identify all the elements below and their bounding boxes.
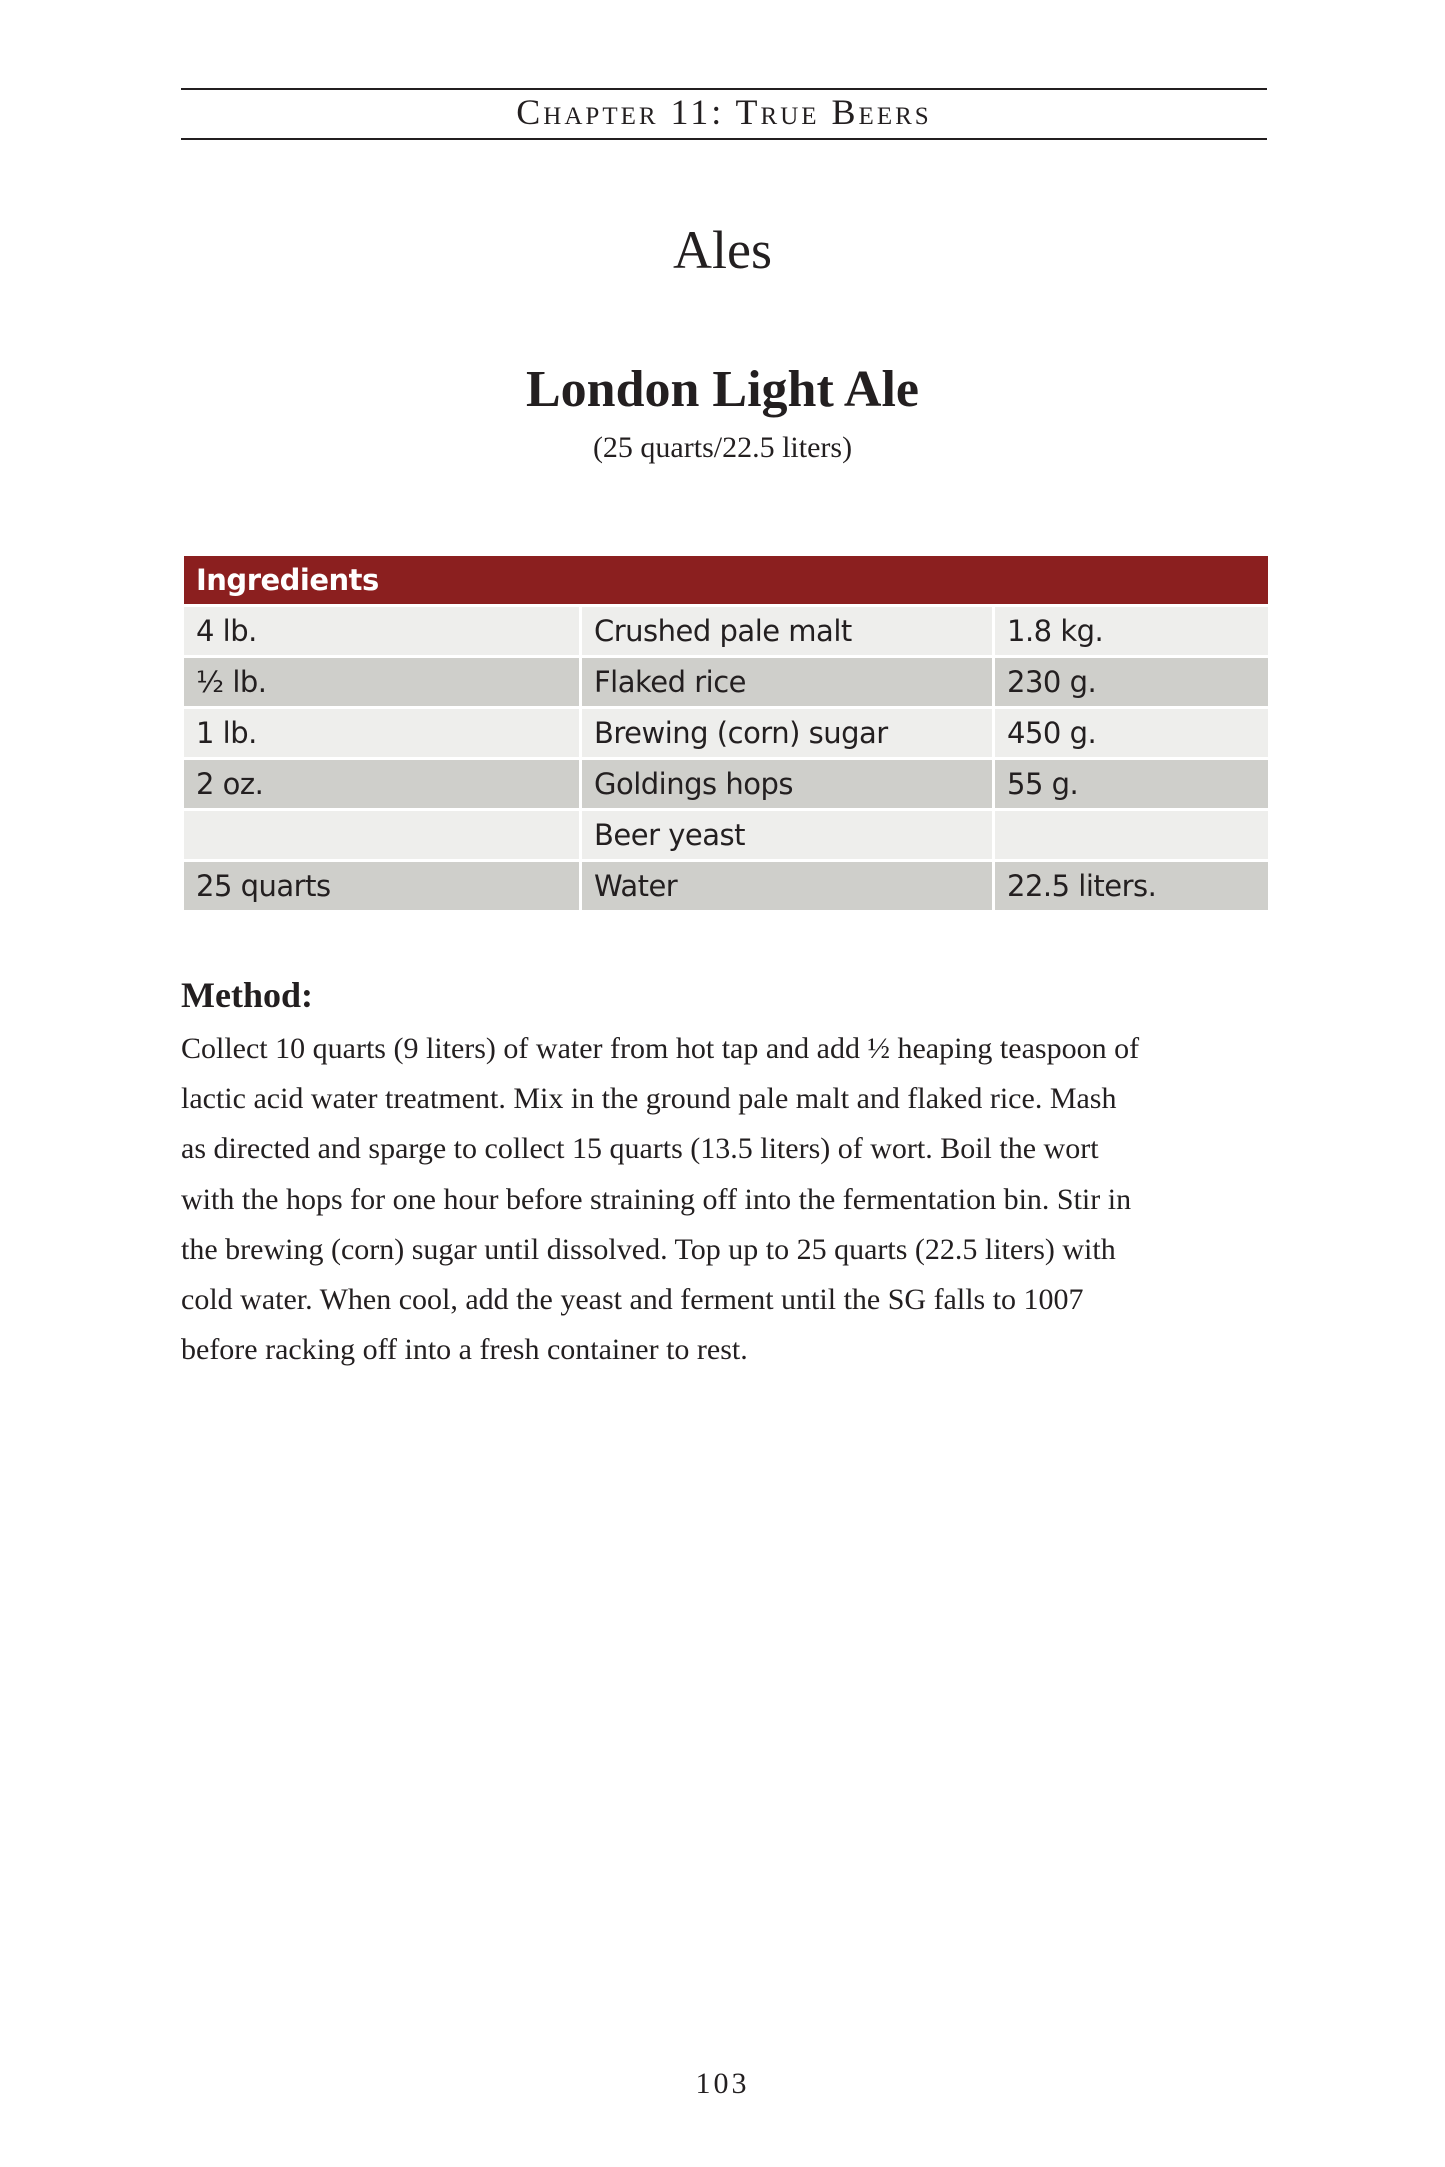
ingredient-item: Crushed pale malt [582,607,992,655]
ingredient-row [184,709,1268,757]
page-number: 103 [695,2067,750,2100]
ingredient-row [184,658,1268,706]
method-line: lactic acid water treatment. Mix in the ground pale malt and flaked rice. Mash [181,1082,1117,1116]
running-head [181,88,1267,140]
method-line: as directed and sparge to collect 15 quarts (13.5 liters) of wort. Boil the wort [181,1132,1099,1166]
ingredient-item: Beer yeast [582,811,992,859]
ingredient-row [184,760,1268,808]
method-paragraph [181,1024,1271,1375]
ingredient-metric: 22.5 liters. [995,862,1268,910]
section-title: Ales [673,220,772,280]
ingredient-imperial: 25 quarts [184,862,579,910]
ingredient-metric: 55 g. [995,760,1268,808]
recipe-yield: (25 quarts/22.5 liters) [592,431,853,464]
ingredient-metric: 230 g. [995,658,1268,706]
ingredient-imperial: 1 lb. [184,709,579,757]
ingredient-imperial [184,811,579,859]
ingredient-metric: 1.8 kg. [995,607,1268,655]
ingredient-imperial: 4 lb. [184,607,579,655]
method-line: before racking off into a fresh container to rest. [181,1333,748,1367]
method-line: cold water. When cool, add the yeast and ferment until the SG falls to 1007 [181,1283,1084,1317]
method-line: the brewing (corn) sugar until dissolved. Top up to 25 quarts (22.5 liters) with [181,1232,1116,1266]
method-heading: Method: [181,975,313,1015]
ingredient-item: Goldings hops [582,760,992,808]
ingredient-metric [995,811,1268,859]
ingredient-row [184,811,1268,859]
ingredient-imperial: 2 oz. [184,760,579,808]
ingredients-header: Ingredients [184,556,1268,604]
recipe-title: London Light Ale [525,361,920,418]
running-head-text: Chapter 11: True Beers [516,92,932,132]
method-line: Collect 10 quarts (9 liters) of water from hot tap and add ½ heaping teaspoon of [181,1032,1140,1065]
ingredient-item: Brewing (corn) sugar [582,709,992,757]
ingredient-row [184,607,1268,655]
ingredient-row [184,862,1268,910]
ingredient-metric: 450 g. [995,709,1268,757]
ingredients-table [184,556,1268,910]
ingredient-imperial: ½ lb. [184,658,579,706]
method-line: with the hops for one hour before straining off into the fermentation bin. Stir in [181,1182,1132,1216]
ingredient-item: Flaked rice [582,658,992,706]
ingredient-item: Water [582,862,992,910]
